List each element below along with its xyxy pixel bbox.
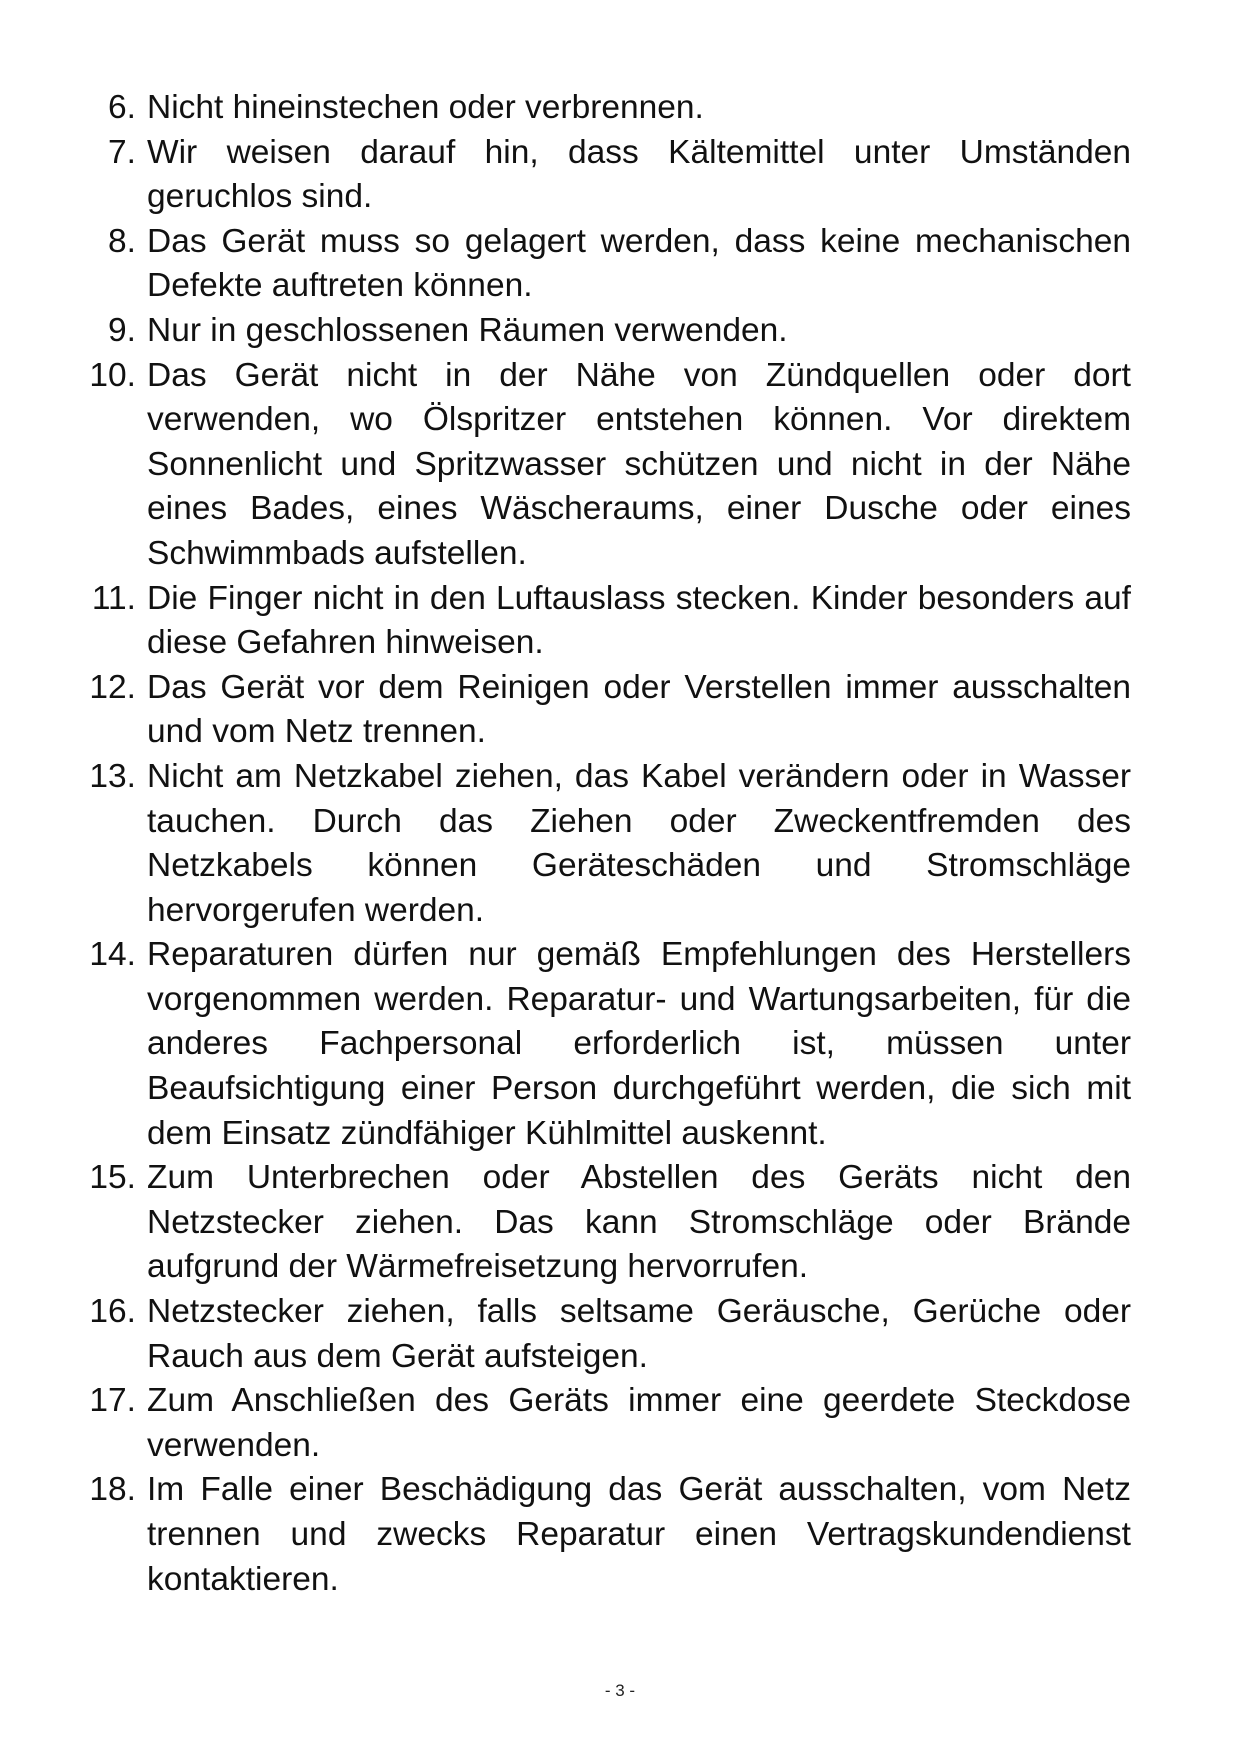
list-item — [73, 755, 1131, 933]
item-number: 7. — [108, 133, 136, 171]
item-number: 12. — [89, 668, 136, 706]
item-text: Das Gerät nicht in der Nähe von Zündquellen oder dort verwenden, wo Ölspritzer entstehen können. Vor direktem Sonnenlicht und Spritzwasser schützen und nicht in der Nähe eines Bades, eines Wäscheraums, einer Dusche oder eines Schwimmbads aufstellen. — [147, 356, 1131, 572]
item-text: Nur in geschlossenen Räumen verwenden. — [147, 311, 788, 349]
item-text: Im Falle einer Beschädigung das Gerät ausschalten, vom Netz trennen und zwecks Reparatur einen Vertragskundendienst kontaktieren. — [147, 1471, 1131, 1598]
item-number: 18. — [89, 1471, 136, 1509]
item-number: 11. — [91, 579, 136, 617]
item-text: Nicht hineinstechen oder verbrennen. — [147, 89, 704, 126]
item-number: 16. — [89, 1293, 136, 1331]
list-item — [73, 1379, 1131, 1468]
item-text: Wir weisen darauf hin, dass Kältemittel unter Umständen geruchlos sind. — [147, 133, 1131, 216]
item-number: 9. — [108, 311, 136, 349]
list-item — [73, 1468, 1131, 1602]
item-text: Nicht am Netzkabel ziehen, das Kabel verändern oder in Wasser tauchen. Durch das Ziehen oder Zweckentfremden des Netzkabels können Geräteschäden und Stromschläge hervorgerufen werden. — [147, 757, 1131, 929]
list-item — [73, 1156, 1131, 1290]
item-number: 15. — [89, 1159, 136, 1197]
item-text: Die Finger nicht in den Luftauslass stecken. Kinder besonders auf diese Gefahren hinweisen. — [147, 579, 1131, 662]
item-number: 6. — [108, 89, 136, 126]
item-number: 14. — [89, 936, 136, 974]
item-text: Zum Anschließen des Geräts immer eine geerdete Steckdose verwenden. — [147, 1382, 1131, 1464]
item-text: Netzstecker ziehen, falls seltsame Geräusche, Gerüche oder Rauch aus dem Gerät aufsteigen. — [147, 1293, 1131, 1375]
item-text: Reparaturen dürfen nur gemäß Empfehlungen des Herstellers vorgenommen werden. Reparatur- und Wartungsarbeiten, für die anderes Fachpersonal erforderlich ist, müssen unter Beaufsichtigung einer Person durchgeführt werden, die sich mit dem Einsatz zündfähiger Kühlmittel auskennt. — [147, 936, 1131, 1152]
item-number: 8. — [108, 222, 136, 260]
list-item — [73, 220, 1131, 309]
item-text: Das Gerät muss so gelagert werden, dass keine mechanischen Defekte auftreten können. — [147, 222, 1131, 305]
list-item — [73, 577, 1131, 666]
list-item — [73, 131, 1131, 220]
list-item — [73, 309, 1131, 354]
item-number: 17. — [89, 1382, 136, 1420]
list-item — [73, 666, 1131, 755]
list-item — [73, 933, 1131, 1156]
page-number: - 3 - — [604, 1681, 636, 1700]
item-text: Zum Unterbrechen oder Abstellen des Geräts nicht den Netzstecker ziehen. Das kann Stromschläge oder Brände aufgrund der Wärmefreisetzung hervorrufen. — [147, 1159, 1131, 1286]
list-item — [73, 86, 1131, 131]
item-number: 10. — [89, 356, 136, 394]
list-item — [73, 1290, 1131, 1379]
item-text: Das Gerät vor dem Reinigen oder Verstellen immer ausschalten und vom Netz trennen. — [147, 668, 1131, 751]
safety-instructions-list — [73, 86, 1131, 1602]
item-number: 13. — [89, 757, 136, 795]
list-item — [73, 354, 1131, 577]
